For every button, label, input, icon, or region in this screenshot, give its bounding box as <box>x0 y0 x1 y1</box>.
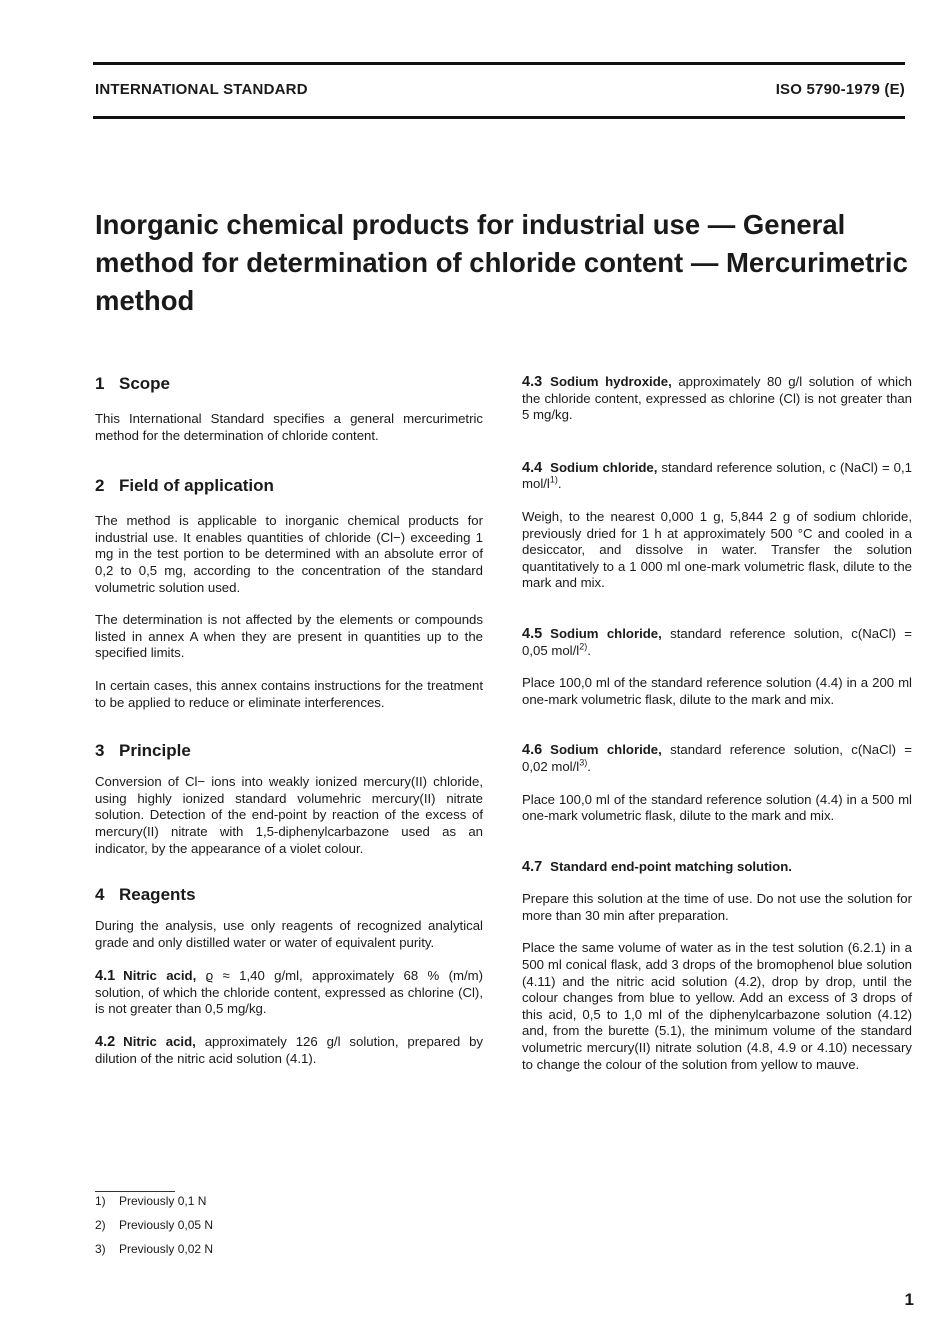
header-document-id: ISO 5790-1979 (E) <box>775 81 905 98</box>
reagent-title: Sodium chloride, <box>550 625 662 641</box>
reagent-description: standard reference solution, c(NaCl) = 0,02 mol/l <box>522 742 912 774</box>
reagent-4-7-paragraph-1: Prepare this solution at the time of use. Do not use the solution for more than 30 min after preparation. <box>522 891 912 923</box>
section-heading-field-of-application <box>95 476 483 496</box>
reagent-title: Standard end-point matching solution. <box>550 858 792 874</box>
field-paragraph-1: The method is applicable to inorganic chemical products for industrial use. It enables quantities of chloride (Cl−) exceeding 1 mg in the test portion to be determined with an absolute error of 0,2 to 0,5 mg, according to the concentration of the standard volumetric solution used. <box>95 513 483 595</box>
section-number: 2 <box>95 476 105 496</box>
section-number: 3 <box>95 741 105 761</box>
footnote-number: 1) <box>95 1194 106 1208</box>
footnote-text: Previously 0,1 N <box>119 1194 207 1208</box>
reagent-4-6 <box>522 742 912 775</box>
footnote-text: Previously 0,02 N <box>119 1242 214 1256</box>
right-column <box>522 374 912 1073</box>
reagent-4-4-procedure: Weigh, to the nearest 0,000 1 g, 5,844 2 g of sodium chloride, previously dried for 1 h at approximately 500 °C and cooled in a desiccator, and dissolve in water. Transfer the solution quantitatively to a 1 000 ml one-mark volumetric flask, dilute to the mark and mix. <box>522 508 912 591</box>
reagent-number: 4.6 <box>522 742 543 759</box>
section-title: Scope <box>119 374 171 393</box>
reagent-description: ϱ ≈ 1,40 g/ml, approximately 68 % (m/m) solution, of which the chloride content, expressed as chlorine (Cl), is not greater than 0,5 mg/kg. <box>95 968 483 1017</box>
reagent-title: Sodium chloride, <box>550 742 662 758</box>
reagent-4-5-procedure: Place 100,0 ml of the standard reference solution (4.4) in a 200 ml one-mark volumetric flask, dilute to the mark and mix. <box>522 675 912 707</box>
section-title: Reagents <box>119 885 196 905</box>
reagent-number: 4.3 <box>522 374 543 390</box>
reagent-end: . <box>587 758 591 774</box>
reagent-end: . <box>557 476 562 492</box>
field-paragraph-3: In certain cases, this annex contains instructions for the treatment to be applied to reduce or eliminate interferences. <box>95 677 483 710</box>
reagent-4-4 <box>522 460 912 493</box>
reagent-number: 4.2 <box>95 1034 116 1051</box>
footnote-reference: 3) <box>579 757 588 768</box>
footnote-reference: 2) <box>579 641 588 652</box>
reagent-number: 4.1 <box>95 968 116 985</box>
footnote-reference: 1) <box>549 474 558 485</box>
section-number: 4 <box>95 885 105 905</box>
left-column <box>95 374 483 1067</box>
reagent-4-3 <box>522 374 912 424</box>
reagent-title: Nitric acid, <box>123 968 197 984</box>
footnote-3 <box>95 1242 213 1256</box>
reagent-4-1 <box>95 968 483 1018</box>
header-top-rule <box>93 62 905 65</box>
reagent-number: 4.4 <box>522 459 543 476</box>
footnote-separator <box>95 1191 175 1192</box>
section-title: Principle <box>119 741 191 761</box>
section-number: 1 <box>95 374 105 393</box>
header-standard-label: INTERNATIONAL STANDARD <box>95 81 308 98</box>
section-heading-reagents <box>95 885 483 905</box>
reagent-title: Sodium chloride, <box>550 459 658 475</box>
reagent-4-7-paragraph-2: Place the same volume of water as in the test solution (6.2.1) in a 500 ml conical flask, add 3 drops of the bromophenol blue solution (4.11) and the nitric acid solution (4.2), drop by drop, until the colour changes from blue to yellow. Add an excess of 3 drops of this acid, 0,5 to 1,0 ml of the diphenylcarbazone solution (4.12) and, from the burette (5.1), the minimum volume of the standard volumetric mercury(II) nitrate solution (4.8, 4.9 or 4.10) necessary to change the colour of the solution from yellow to mauve. <box>522 940 912 1072</box>
reagent-description: approximately 126 g/l solution, prepared by dilution of the nitric acid solution (4.1). <box>95 1034 483 1066</box>
scope-paragraph: This International Standard specifies a general mercurimetric method for the determination of chloride content. <box>95 411 483 443</box>
footnote-1 <box>95 1194 206 1208</box>
page-number: 1 <box>904 1290 914 1309</box>
field-paragraph-2: The determination is not affected by the elements or compounds listed in annex A when they are present in quantities up to the specified limits. <box>95 612 483 661</box>
footnote-text: Previously 0,05 N <box>119 1218 214 1232</box>
reagent-end: . <box>587 642 591 658</box>
reagents-intro-paragraph: During the analysis, use only reagents of recognized analytical grade and only distilled water or water of equivalent purity. <box>95 918 483 950</box>
reagent-title: Nitric acid, <box>123 1034 196 1050</box>
reagent-4-6-procedure: Place 100,0 ml of the standard reference solution (4.4) in a 500 ml one-mark volumetric flask, dilute to the mark and mix. <box>522 791 912 824</box>
section-heading-principle <box>95 741 483 761</box>
reagent-4-2 <box>95 1034 483 1067</box>
header-bottom-rule <box>93 116 905 119</box>
reagent-number: 4.7 <box>522 858 543 875</box>
footnote-number: 3) <box>95 1242 106 1256</box>
reagent-description: standard reference solution, c(NaCl) = 0,05 mol/l <box>522 625 912 658</box>
reagent-title: Sodium hydroxide, <box>550 374 672 389</box>
reagent-number: 4.5 <box>522 625 543 642</box>
reagent-4-7 <box>522 859 912 876</box>
reagent-description: approximately 80 g/l solution of which the chloride content, expressed as chlorine (Cl) is not greater than 5 mg/kg. <box>522 374 912 423</box>
document-title: Inorganic chemical products for industrial use — General method for determination of chloride content — Mercurimetric method <box>95 209 908 316</box>
reagent-description: standard reference solution, c (NaCl) = 0,1 mol/l <box>522 459 912 492</box>
section-title: Field of application <box>119 476 274 496</box>
reagent-4-5 <box>522 626 912 659</box>
footnote-2 <box>95 1218 213 1232</box>
footnote-number: 2) <box>95 1218 106 1232</box>
principle-paragraph: Conversion of Cl− ions into weakly ionized mercury(II) chloride, using highly ionized standard volumehric mercury(II) nitrate solution. Detection of the end-point by reaction of the excess of mercury(II) nitrate with 1,5-diphenylcarbazone used as an indicator, by the appearance of a violet colour. <box>95 774 483 856</box>
section-heading-scope <box>95 374 483 394</box>
